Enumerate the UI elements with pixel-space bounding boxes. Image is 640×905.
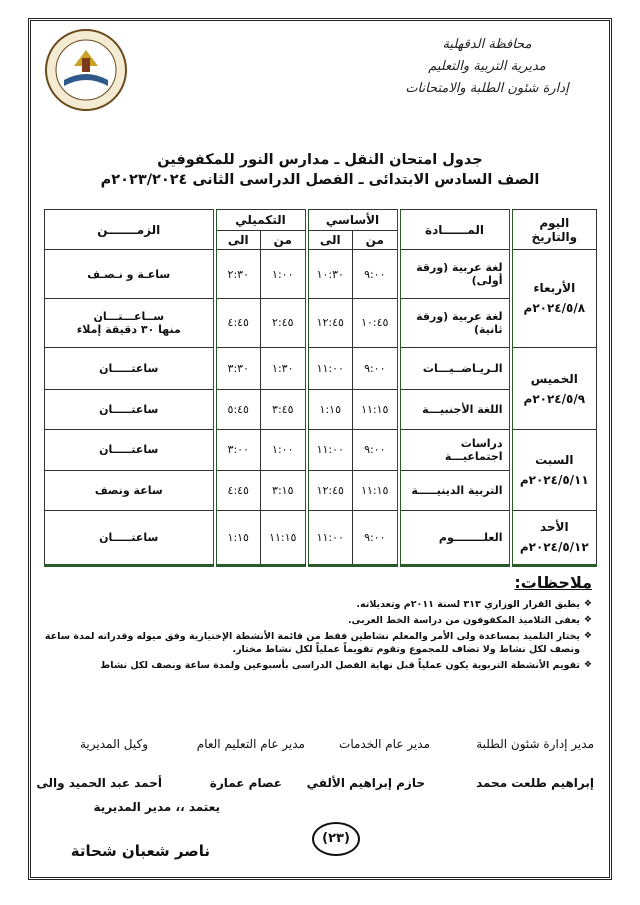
list-item: ❖ يختار التلميذ بمساعدة ولى الأمر والمعلم نشاطين فقط من قائمة الأنشطة الإختيارية وفق ميوله وقدراته لمدة ساعة ونصف لكل نشاط ولا تضاف للمجموع وتقوم تقويماً عملياً لكل نشاط مختار. <box>44 630 592 656</box>
header-basic: الأساسي <box>307 210 399 231</box>
basic-to-cell: ١٠:٣٠ <box>307 250 353 299</box>
sup-from-cell: ١:٠٠ <box>261 430 307 470</box>
header-sup-from: من <box>261 231 307 250</box>
table-row <box>45 250 597 299</box>
header-basic-to: الى <box>307 231 353 250</box>
basic-to-cell: ١١:٠٠ <box>307 347 353 389</box>
signature-name-services: حازم إبراهيم الألفي <box>306 776 425 790</box>
subject-cell: دراسات اجتماعيـــة <box>399 430 511 470</box>
sup-to-cell: ٣:٣٠ <box>215 347 261 389</box>
document-title <box>40 150 600 190</box>
day-name: السبت <box>535 453 574 468</box>
duration-cell: ساعة ونصف <box>45 470 215 510</box>
day-cell <box>511 510 597 565</box>
signature-name-general-education: عصام عمارة <box>209 776 282 790</box>
day-cell <box>511 430 597 511</box>
subject-cell: اللغة الأجنبيـــة <box>399 390 511 430</box>
title-line-2: الصف السادس الابتدائى ـ الفصل الدراسى الثانى ٢٠٢٣/٢٠٢٤م <box>100 172 540 188</box>
subject-cell: التربية الدينيـــــة <box>399 470 511 510</box>
subject-cell: لغة عربية (ورقة أولى) <box>399 250 511 299</box>
duration-cell <box>45 298 215 347</box>
basic-to-cell: ١:١٥ <box>307 390 353 430</box>
signature-name-deputy: أحمد عبد الحميد والى <box>36 776 162 790</box>
header-basic-from: من <box>353 231 399 250</box>
list-item: ❖ يطبق القرار الوزاري ٣١٣ لسنة ٢٠١١م وتعديلاته. <box>44 598 592 611</box>
header-subject: المــــــادة <box>399 210 511 250</box>
signature-title-deputy: وكيل المديرية <box>80 737 148 751</box>
duration-cell: ساعـة و نـصـف <box>45 250 215 299</box>
notes-list <box>44 598 592 675</box>
header-line-1: محافظة الدقهلية <box>442 37 532 52</box>
day-name: الأحد <box>539 520 569 535</box>
duration-cell: ساعتـــــان <box>45 390 215 430</box>
director-name: ناصر شعبان شحاتة <box>70 842 210 860</box>
duration-note: منها ٣٠ دقيقة إملاء <box>76 322 181 336</box>
header-line-3: إدارة شئون الطلبة والامتحانات <box>405 81 569 96</box>
day-date: ٢٠٢٤/٥/١٢م <box>519 540 589 555</box>
sup-to-cell: ٢:٣٠ <box>215 250 261 299</box>
sup-to-cell: ٤:٤٥ <box>215 298 261 347</box>
basic-from-cell: ٩:٠٠ <box>353 510 399 565</box>
header-duration: الزمـــــــن <box>45 210 215 250</box>
approval-label: يعتمد ،، مدير المديرية <box>93 800 220 814</box>
sup-from-cell: ١:٠٠ <box>261 250 307 299</box>
basic-to-cell: ١١:٠٠ <box>307 430 353 470</box>
subject-cell: العلــــــــوم <box>399 510 511 565</box>
governorate-logo <box>44 28 128 112</box>
sup-from-cell: ١:٣٠ <box>261 347 307 389</box>
sup-from-cell: ٣:١٥ <box>261 470 307 510</box>
signature-title-student-affairs: مدير إدارة شئون الطلبة <box>476 737 594 751</box>
header-line-2: مديرية التربية والتعليم <box>428 59 546 74</box>
notes-title: ملاحظات: <box>514 573 592 592</box>
day-cell <box>511 250 597 347</box>
list-item: ❖ يعفى التلاميذ المكفوفون من دراسة الخط العربى. <box>44 614 592 627</box>
signature-name-student-affairs: إبراهيم طلعت محمد <box>476 776 594 790</box>
sup-from-cell: ١١:١٥ <box>261 510 307 565</box>
exam-schedule-table <box>44 209 597 567</box>
duration-cell: ساعتـــــان <box>45 347 215 389</box>
header-sup-to: الى <box>215 231 261 250</box>
basic-from-cell: ١٠:٤٥ <box>353 298 399 347</box>
header-supplementary: التكميلي <box>215 210 307 231</box>
sup-to-cell: ٤:٤٥ <box>215 470 261 510</box>
page-number: (٢٣) <box>312 822 360 856</box>
basic-from-cell: ٩:٠٠ <box>353 347 399 389</box>
sup-to-cell: ٥:٤٥ <box>215 390 261 430</box>
basic-to-cell: ١٢:٤٥ <box>307 298 353 347</box>
table-row <box>45 347 597 389</box>
title-line-1: جدول امتحان النقل ـ مدارس النور للمكفوفين <box>157 152 483 168</box>
signature-title-general-education: مدير عام التعليم العام <box>196 737 305 751</box>
ministry-header <box>382 34 592 100</box>
sup-to-cell: ١:١٥ <box>215 510 261 565</box>
header-day-date: اليوم والتاريخ <box>511 210 597 250</box>
sup-to-cell: ٣:٠٠ <box>215 430 261 470</box>
subject-cell: الـريـاضــيـــات <box>399 347 511 389</box>
subject-cell: لغة عربية (ورقة ثانية) <box>399 298 511 347</box>
basic-to-cell: ١١:٠٠ <box>307 510 353 565</box>
duration-cell: ساعتـــــان <box>45 510 215 565</box>
basic-to-cell: ١٢:٤٥ <box>307 470 353 510</box>
sup-from-cell: ٣:٤٥ <box>261 390 307 430</box>
day-date: ٢٠٢٤/٥/٩م <box>523 391 586 406</box>
signature-title-services: مدير عام الخدمات <box>339 737 430 751</box>
day-date: ٢٠٢٤/٥/١١م <box>519 473 589 488</box>
basic-from-cell: ٩:٠٠ <box>353 250 399 299</box>
basic-from-cell: ٩:٠٠ <box>353 430 399 470</box>
day-date: ٢٠٢٤/٥/٨م <box>523 301 586 316</box>
duration-text: ســاعـــتـــان <box>93 309 165 323</box>
sup-from-cell: ٢:٤٥ <box>261 298 307 347</box>
day-cell <box>511 347 597 430</box>
basic-from-cell: ١١:١٥ <box>353 470 399 510</box>
day-name: الأربعاء <box>533 281 576 296</box>
basic-from-cell: ١١:١٥ <box>353 390 399 430</box>
duration-cell: ساعتـــــان <box>45 430 215 470</box>
table-row <box>45 430 597 470</box>
table-row <box>45 510 597 565</box>
list-item: ❖ تقويم الأنشطة التربوية يكون عملياً قبل نهاية الفصل الدراسى بأسبوعين ولمدة ساعة ونصف لكل نشاط <box>44 659 592 672</box>
day-name: الخميس <box>530 371 578 386</box>
